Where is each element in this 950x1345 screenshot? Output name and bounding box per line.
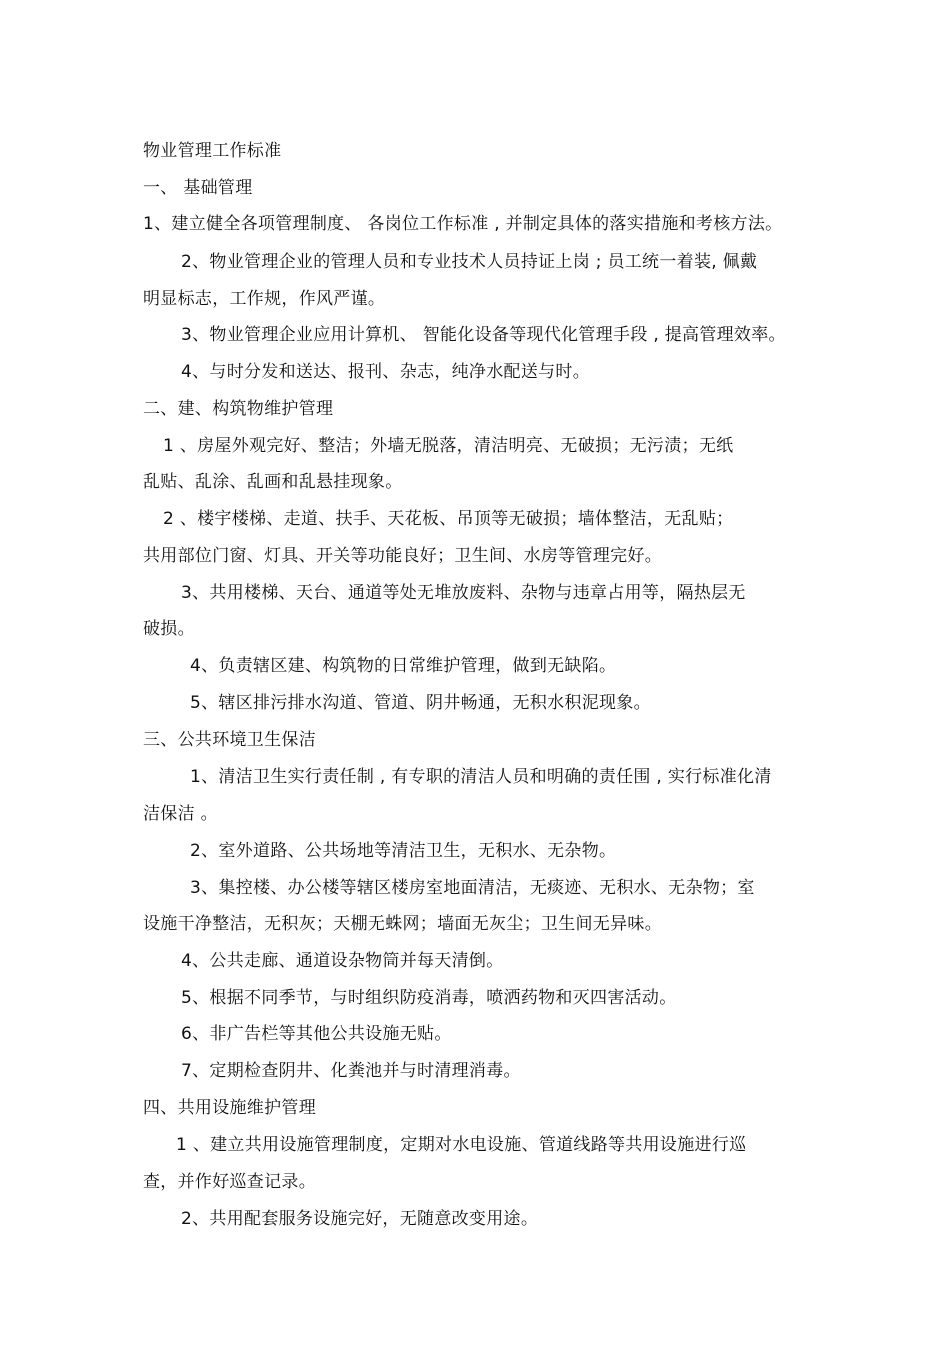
paragraph-line: 5、辖区排污排水沟道、管道、阴井畅通，无积水积泥现象。 [190,693,651,713]
paragraph-line: 共用部位门窗、灯具、开关等功能良好；卫生间、水房等管理完好。 [143,546,662,566]
paragraph-line: 1 、房屋外观完好、整洁；外墙无脱落，清洁明亮、无破损；无污渍；无纸 [163,436,734,456]
paragraph-line: 1、清洁卫生实行责任制 , 有专职的清洁人员和明确的责任围 , 实行标准化清 [190,767,772,787]
paragraph-line: 3、集控楼、办公楼等辖区楼房室地面清洁，无痰迹、无积水、无杂物；室 [190,878,755,898]
paragraph-line: 设施干净整洁，无积灰；天棚无蛛网；墙面无灰尘；卫生间无异味。 [143,914,662,934]
section-2-heading: 二、建、构筑物维护管理 [143,399,334,419]
paragraph-line: 2、物业管理企业的管理人员和专业技术人员持证上岗 ; 员工统一着装, 佩戴 [181,252,758,272]
paragraph-line: 破损。 [143,619,195,639]
paragraph-line: 4、公共走廊、通道设杂物筒并每天清倒。 [181,951,504,971]
section-4-heading: 四、共用设施维护管理 [143,1098,316,1118]
document-title: 物业管理工作标准 [143,141,282,161]
paragraph-line: 1 、建立共用设施管理制度，定期对水电设施、管道线路等共用设施进行巡 [176,1135,747,1155]
paragraph-line: 乱贴、乱涂、乱画和乱悬挂现象。 [143,472,403,492]
section-1-heading: 一、 基础管理 [143,178,253,198]
paragraph-line: 4、负责辖区建、构筑物的日常维护管理，做到无缺陷。 [190,656,617,676]
paragraph-line: 洁保洁 。 [143,804,218,824]
paragraph-line: 明显标志，工作规，作风严谨。 [143,289,386,309]
paragraph-line: 6、非广告栏等其他公共设施无贴。 [181,1024,452,1044]
paragraph-line: 7、定期检查阴井、化粪池并与时清理消毒。 [181,1061,521,1081]
paragraph-line: 3、物业管理企业应用计算机、 智能化设备等现代化管理手段 , 提高管理效率。 [181,325,786,345]
paragraph-line: 2、室外道路、公共场地等清洁卫生，无积水、无杂物。 [190,841,617,861]
paragraph-line: 1、建立健全各项管理制度、 各岗位工作标准 , 并制定具体的落实措施和考核方法。 [143,214,783,234]
paragraph-line: 5、根据不同季节，与时组织防疫消毒，喷洒药物和灭四害活动。 [181,988,677,1008]
paragraph-line: 2 、楼宇楼梯、走道、扶手、天花板、吊顶等无破损；墙体整洁，无乱贴； [163,509,734,529]
paragraph-line: 4、与时分发和送达、报刊、杂志，纯净水配送与时。 [181,362,591,382]
paragraph-line: 2、共用配套服务设施完好，无随意改变用途。 [181,1209,539,1229]
paragraph-line: 查，并作好巡查记录。 [143,1172,316,1192]
paragraph-line: 3、共用楼梯、天台、通道等处无堆放废料、杂物与违章占用等，隔热层无 [181,583,746,603]
section-3-heading: 三、公共环境卫生保洁 [143,730,316,750]
